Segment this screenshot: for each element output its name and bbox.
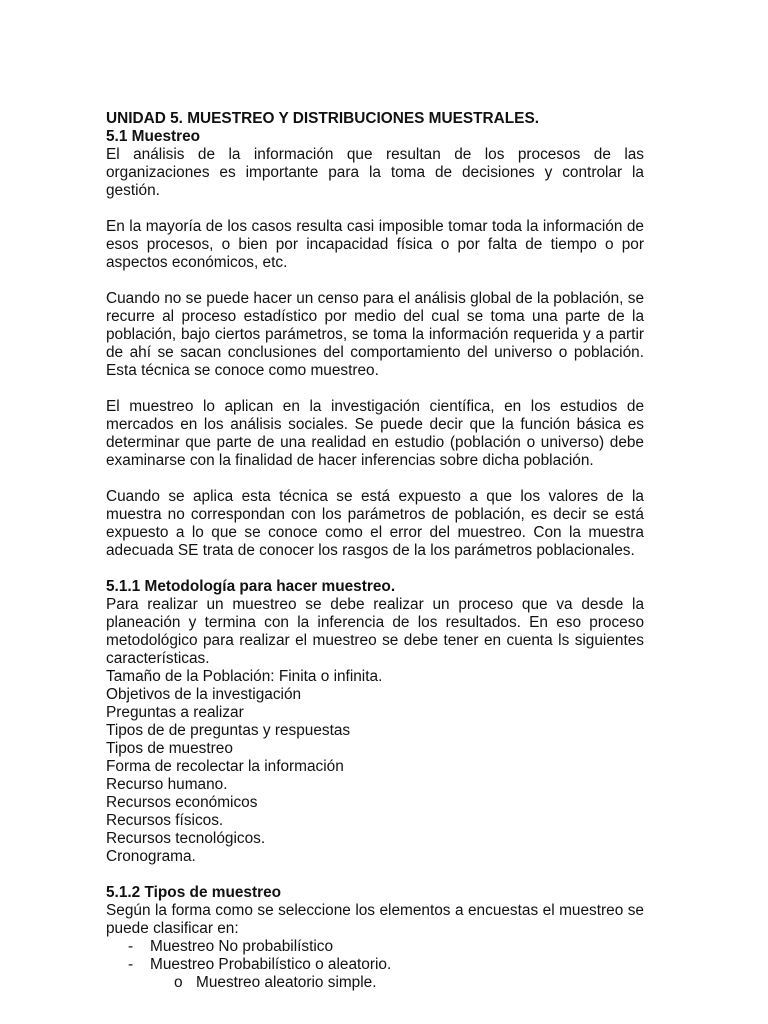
spacer: [106, 272, 644, 290]
spacer: [106, 560, 644, 578]
list-item: Recursos económicos: [106, 794, 258, 811]
dash-bullet: -: [128, 938, 134, 955]
unit-title: UNIDAD 5. MUESTREO Y DISTRIBUCIONES MUESTRALES.: [106, 110, 539, 127]
list-item: Forma de recolectar la información: [106, 758, 344, 775]
list-item: Tipos de muestreo: [106, 740, 233, 757]
spacer: [106, 380, 644, 398]
types-intro: Según la forma como se seleccione los elementos a encuestas el muestreo se puede clasificar en:: [106, 902, 644, 937]
dash-bullet: -: [128, 956, 134, 973]
list-item: Objetivos de la investigación: [106, 686, 302, 703]
list-item: Preguntas a realizar: [106, 704, 244, 721]
list-item-label: Muestreo Probabilístico o aleatorio.: [150, 956, 392, 973]
paragraph: El muestreo lo aplican en la investigación científica, en los estudios de mercados en los análisis sociales. Se puede decir que la función básica es determinar que parte de una realidad en estudio (población o universo) debe examinarse con la finalidad de hacer inferencias sobre dicha población.: [106, 398, 644, 469]
paragraph: Cuando no se puede hacer un censo para el análisis global de la población, se recurre al proceso estadístico por medio del cual se toma una parte de la población, bajo ciertos parámetros, se toma la información requerida y a partir de ahí se sacan conclusiones del comportamiento del universo o población. Esta técnica se conoce como muestreo.: [106, 290, 644, 379]
list-item: Recurso humano.: [106, 776, 228, 793]
list-item: Cronograma.: [106, 848, 196, 865]
list-item: Recursos tecnológicos.: [106, 830, 266, 847]
section-title-5-1-2: 5.1.2 Tipos de muestreo: [106, 884, 282, 901]
list-item: [106, 974, 644, 992]
spacer: [106, 470, 644, 488]
list-item: Tamaño de la Población: Finita o infinita.: [106, 668, 383, 685]
document-body: [106, 110, 644, 992]
paragraph: En la mayoría de los casos resulta casi imposible tomar toda la información de esos procesos, o bien por incapacidad física o por falta de tiempo o por aspectos económicos, etc.: [106, 218, 644, 271]
spacer: [106, 200, 644, 218]
section-title-5-1: 5.1 Muestreo: [106, 128, 201, 145]
list-item-label: Muestreo aleatorio simple.: [196, 974, 377, 991]
methodology-intro: Para realizar un muestreo se debe realizar un proceso que va desde la planeación y termina con la inferencia de los resultados. En eso proceso metodológico para realizar el muestreo se debe tener en cuenta ls siguientes características.: [106, 596, 644, 667]
subtypes-list: [106, 974, 644, 992]
types-list: [106, 938, 644, 974]
spacer: [106, 866, 644, 884]
paragraph: El análisis de la información que resultan de los procesos de las organizaciones es importante para la toma de decisiones y controlar la gestión.: [106, 146, 644, 199]
list-item-label: Muestreo No probabilístico: [150, 938, 334, 955]
list-item: Recursos físicos.: [106, 812, 224, 829]
circle-bullet: o: [174, 974, 183, 991]
list-item: [106, 956, 644, 974]
characteristics-list: [106, 668, 644, 866]
section-title-5-1-1: 5.1.1 Metodología para hacer muestreo.: [106, 578, 396, 595]
paragraph: Cuando se aplica esta técnica se está expuesto a que los valores de la muestra no correspondan con los parámetros de población, es decir se está expuesto a lo que se conoce como el error del muestreo. Con la muestra adecuada SE trata de conocer los rasgos de la los parámetros poblacionales.: [106, 488, 644, 559]
list-item: [106, 938, 644, 956]
list-item: Tipos de de preguntas y respuestas: [106, 722, 351, 739]
